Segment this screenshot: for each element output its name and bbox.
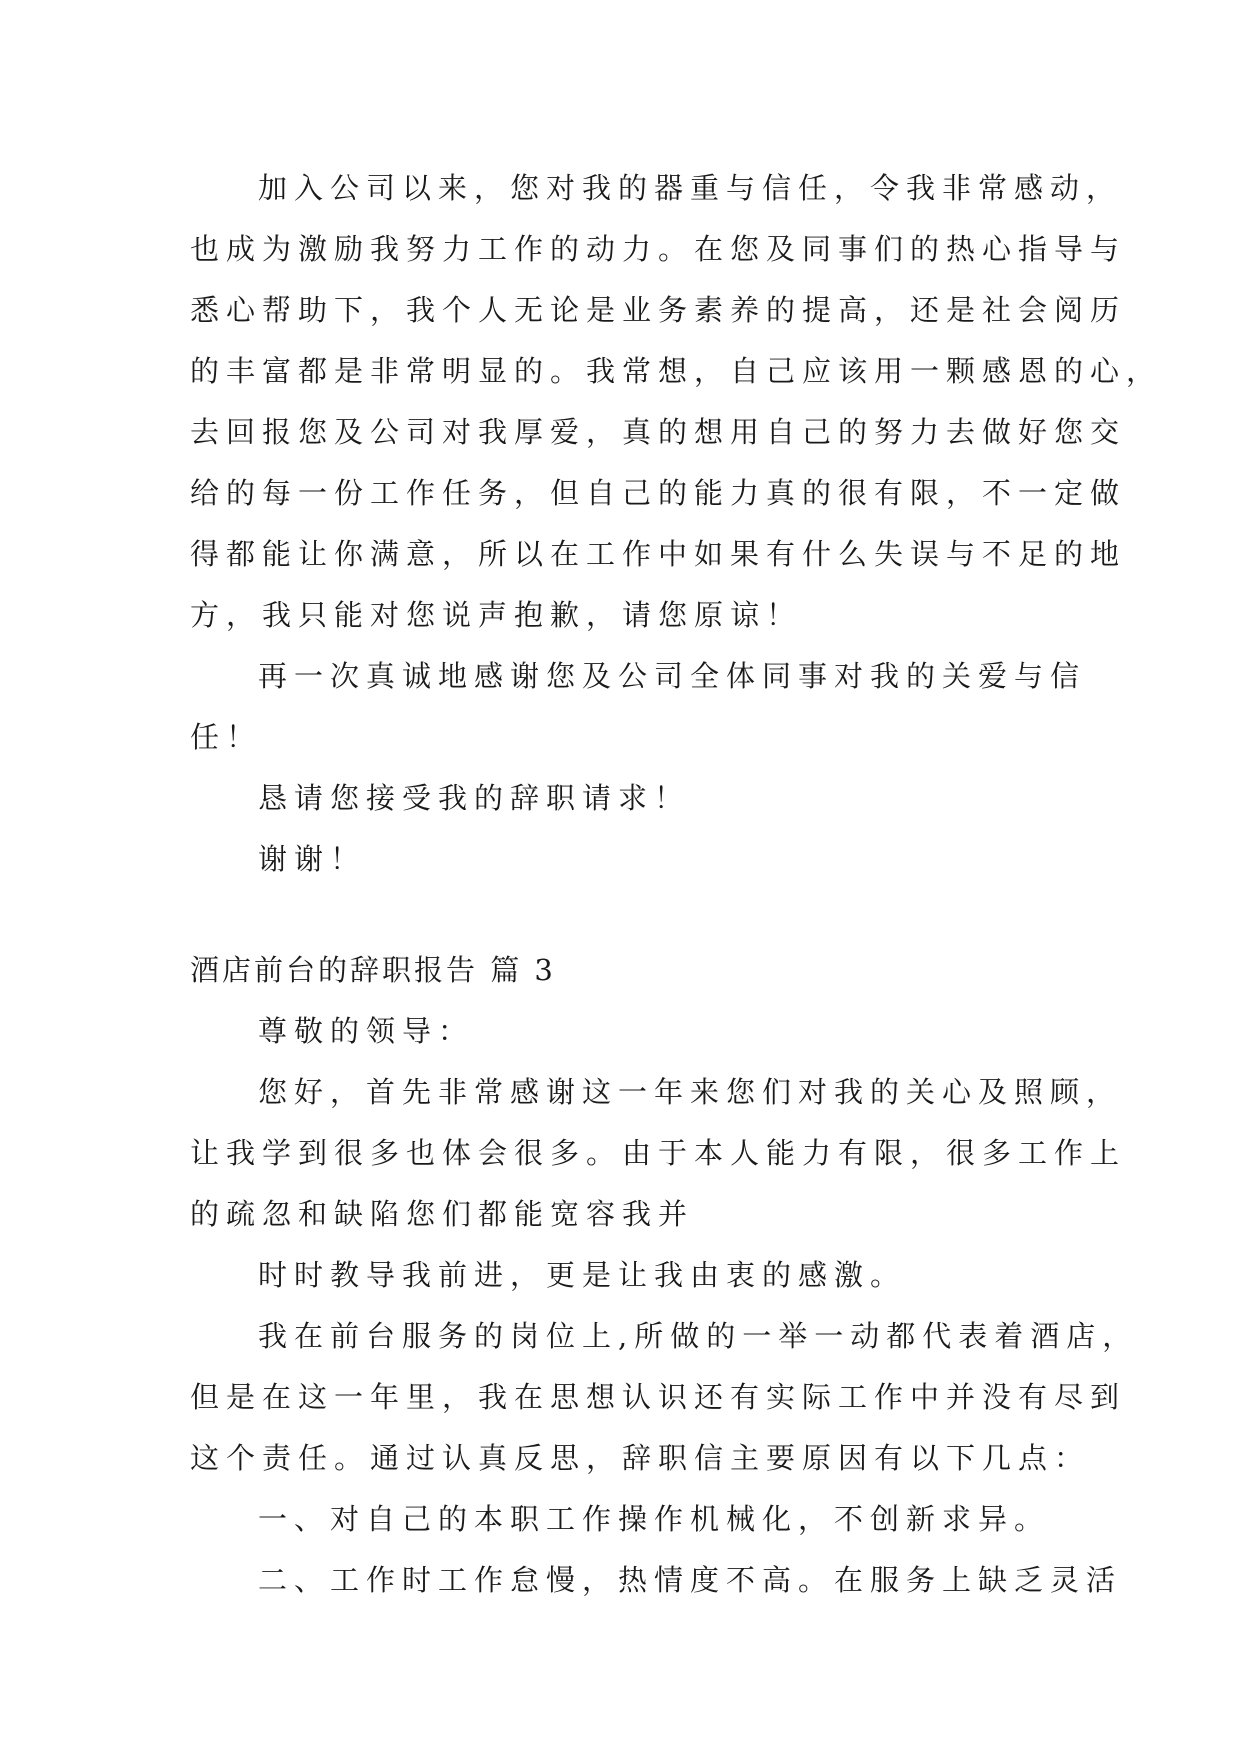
paragraph-line: 的疏忽和缺陷您们都能宽容我并 [190,1197,695,1231]
paragraph-line: 恳请您接受我的辞职请求！ [258,781,691,815]
paragraph-line: 这个责任。通过认真反思，辞职信主要原因有以下几点： [190,1441,1091,1475]
list-item: 一、对自己的本职工作操作机械化，不创新求异。 [258,1502,1051,1536]
paragraph-line: 但是在这一年里，我在思想认识还有实际工作中并没有尽到 [190,1380,1127,1414]
paragraph-line: 让我学到很多也体会很多。由于本人能力有限，很多工作上 [190,1136,1127,1170]
paragraph-line: 谢谢！ [258,842,367,876]
salutation: 尊敬的领导： [258,1014,475,1048]
paragraph-line: 再一次真诚地感谢您及公司全体同事对我的关爱与信 [258,659,1087,693]
paragraph-line: 您好，首先非常感谢这一年来您们对我的关心及照顾， [258,1075,1123,1109]
paragraph-line: 也成为激励我努力工作的动力。在您及同事们的热心指导与 [190,232,1127,266]
paragraph-line: 给的每一份工作任务，但自己的能力真的很有限，不一定做 [190,476,1127,510]
paragraph-line: 时时教导我前进，更是让我由衷的感激。 [258,1258,907,1292]
paragraph-line: 得都能让你满意，所以在工作中如果有什么失误与不足的地 [190,537,1127,571]
list-item: 二、工作时工作怠慢，热情度不高。在服务上缺乏灵活 [258,1563,1123,1597]
paragraph-line: 加入公司以来，您对我的器重与信任，令我非常感动， [258,171,1123,205]
paragraph-line: 方，我只能对您说声抱歉，请您原谅！ [190,598,803,632]
paragraph-line: 的丰富都是非常明显的。我常想，自己应该用一颗感恩的心， [190,354,1163,388]
section-title: 酒店前台的辞职报告 篇 3 [190,953,556,987]
paragraph-line: 我在前台服务的岗位上,所做的一举一动都代表着酒店， [258,1319,1139,1353]
paragraph-line: 悉心帮助下，我个人无论是业务素养的提高，还是社会阅历 [190,293,1127,327]
paragraph-line: 任！ [190,720,263,754]
paragraph-line: 去回报您及公司对我厚爱，真的想用自己的努力去做好您交 [190,415,1127,449]
